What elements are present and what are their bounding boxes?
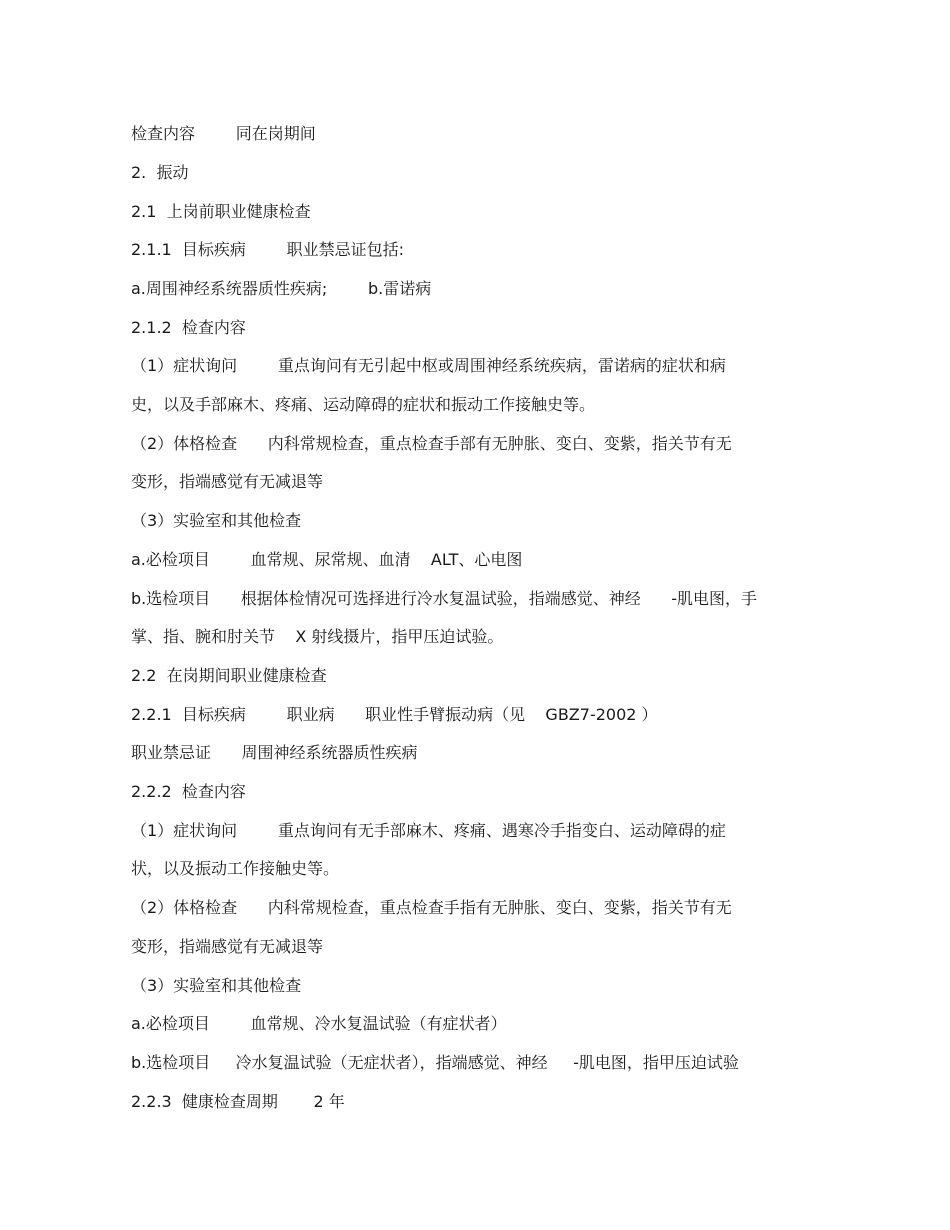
text-line: （2）体格检查 内科常规检查，重点检查手指有无肿胀、变白、变紫，指关节有无	[131, 898, 732, 917]
section-heading: 2.1 上岗前职业健康检查	[131, 202, 311, 221]
text-line: 2.2.3 健康检查周期 2 年	[131, 1092, 345, 1111]
section-heading: 2.2.2 检查内容	[131, 782, 246, 801]
text-line: （3）实验室和其他检查	[131, 976, 302, 995]
section-heading: 2. 振动	[131, 163, 189, 182]
text-line: 职业禁忌证 周围神经系统器质性疾病	[131, 743, 418, 762]
text-line: （2）体格检查 内科常规检查，重点检查手部有无肿胀、变白、变紫，指关节有无	[131, 434, 732, 453]
text-line: 检查内容 同在岗期间	[131, 124, 316, 143]
text-line: 掌、指、腕和肘关节 X 射线摄片，指甲压迫试验。	[131, 627, 504, 646]
text-line: （1）症状询问 重点询问有无手部麻木、疼痛、遇寒冷手指变白、运动障碍的症	[131, 821, 726, 840]
text-line: a.必检项目 血常规、尿常规、血清 ALT、心电图	[131, 550, 523, 569]
text-line: 史，以及手部麻木、疼痛、运动障碍的症状和振动工作接触史等。	[131, 395, 596, 414]
text-line: b.选检项目 根据体检情况可选择进行冷水复温试验，指端感觉、神经 -肌电图，手	[131, 589, 758, 608]
text-line: （1）症状询问 重点询问有无引起中枢或周围神经系统疾病，雷诺病的症状和病	[131, 356, 726, 375]
section-heading: 2.2 在岗期间职业健康检查	[131, 666, 327, 685]
text-line: 变形，指端感觉有无减退等	[131, 472, 324, 491]
text-line: a.周围神经系统器质性疾病; b.雷诺病	[131, 279, 432, 298]
text-line: 变形，指端感觉有无减退等	[131, 937, 324, 956]
text-line: b.选检项目 冷水复温试验（无症状者），指端感觉、神经 -肌电图，指甲压迫试验	[131, 1053, 739, 1072]
text-line: 状，以及振动工作接触史等。	[131, 859, 340, 878]
text-line: 2.1.1 目标疾病 职业禁忌证包括:	[131, 240, 404, 259]
text-line: 2.2.1 目标疾病 职业病 职业性手臂振动病（见 GBZ7-2002 ）	[131, 705, 658, 724]
section-heading: 2.1.2 检查内容	[131, 318, 246, 337]
text-line: （3）实验室和其他检查	[131, 511, 302, 530]
text-line: a.必检项目 血常规、冷水复温试验（有症状者）	[131, 1014, 507, 1033]
